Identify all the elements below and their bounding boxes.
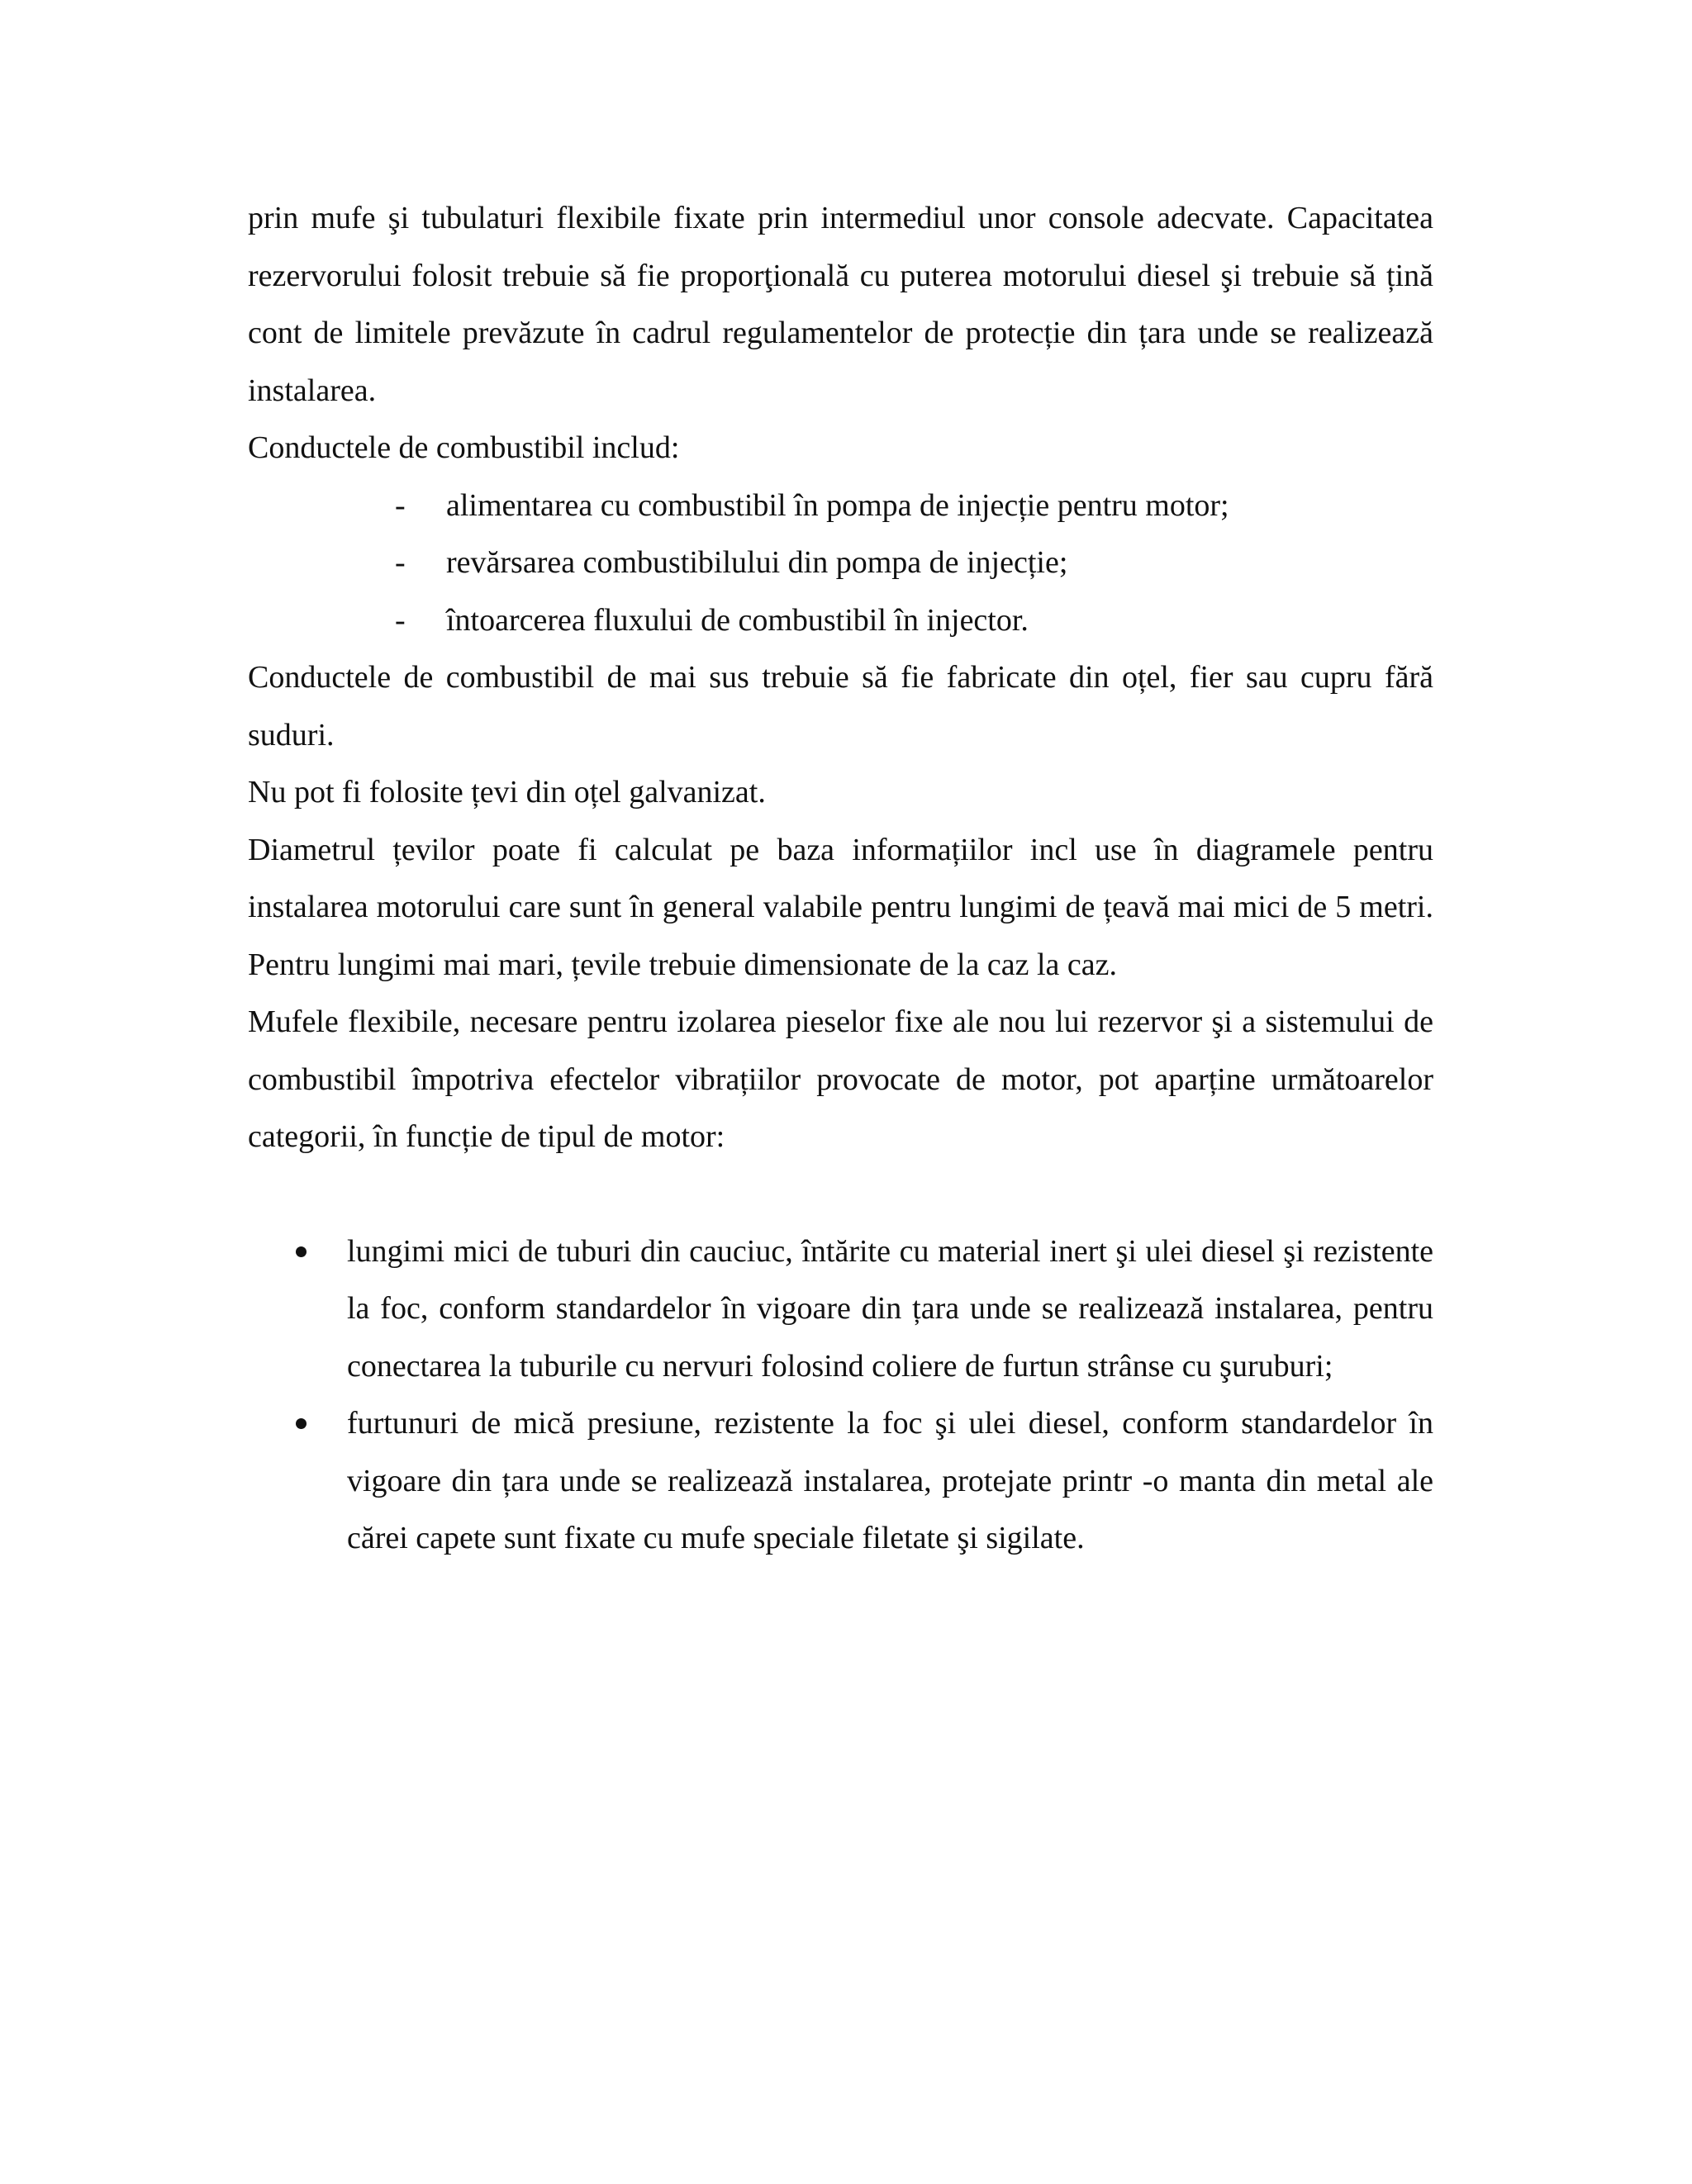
blank-line xyxy=(248,1166,1433,1223)
dash-marker: - xyxy=(395,487,406,523)
fuel-lines-dash-list xyxy=(248,477,1433,650)
dash-list-item xyxy=(395,534,1433,592)
bullet-list-item xyxy=(347,1223,1433,1396)
dash-list-item xyxy=(395,477,1433,535)
document-body xyxy=(248,190,1433,1568)
dash-marker: - xyxy=(395,545,406,580)
dash-list-item xyxy=(395,592,1433,650)
paragraph-pipe-material: Conductele de combustibil de mai sus trebuie să fie fabricate din oțel, fier sau cupru fără suduri. xyxy=(248,660,1433,753)
paragraph-pipe-diameter: Diametrul țevilor poate fi calculat pe baza informațiilor incl use în diagramele pentru instalarea motorului care sunt în general valabile pentru lungimi de țeavă mai mici de 5 metri. Pentru lungimi mai mari, țevile trebuie dimensionate de la caz la caz. xyxy=(248,832,1433,982)
bullet-dot-icon xyxy=(296,1418,307,1429)
paragraph-tank-capacity: prin mufe şi tubulaturi flexibile fixate prin intermediul unor console adecvate. Capacitatea rezervorului folosit trebuie să fie proporţională cu puterea motorului diesel şi trebuie să țină cont de limitele prevăzute în cadrul regulamentelor de protecție din țara unde se realizează instalarea. xyxy=(248,201,1433,408)
dash-item-text: întoarcerea fluxului de combustibil în injector. xyxy=(446,602,1029,638)
bullet-list-item xyxy=(347,1395,1433,1568)
paragraph-galvanized: Nu pot fi folosite țevi din oțel galvanizat. xyxy=(248,775,766,810)
bullet-dot-icon xyxy=(296,1246,307,1257)
coupling-types-bullet-list xyxy=(248,1223,1433,1568)
paragraph-flexible-couplings: Mufele flexibile, necesare pentru izolarea pieselor fixe ale nou lui rezervor şi a sistemului de combustibil împotriva efectelor vibrațiilor provocate de motor, pot aparține următoarelor categorii, în funcție de tipul de motor: xyxy=(248,1004,1433,1154)
dash-item-text: revărsarea combustibilului din pompa de injecție; xyxy=(446,545,1068,580)
bullet-item-text: furtunuri de mică presiune, rezistente la foc şi ulei diesel, conform standardelor în vigoare din țara unde se realizează instalarea, protejate printr -o manta din metal ale cărei capete sunt fixate cu mufe speciale filetate şi sigilate. xyxy=(347,1406,1433,1555)
dash-item-text: alimentarea cu combustibil în pompa de injecție pentru motor; xyxy=(446,487,1229,523)
paragraph-fuel-lines-intro: Conductele de combustibil includ: xyxy=(248,430,680,465)
dash-marker: - xyxy=(395,602,406,638)
bullet-item-text: lungimi mici de tuburi din cauciuc, întărite cu material inert şi ulei diesel şi rezistente la foc, conform standardelor în vigoare din țara unde se realizează instalarea, pentru conectarea la tuburile cu nervuri folosind coliere de furtun strânse cu şuruburi; xyxy=(347,1233,1433,1384)
